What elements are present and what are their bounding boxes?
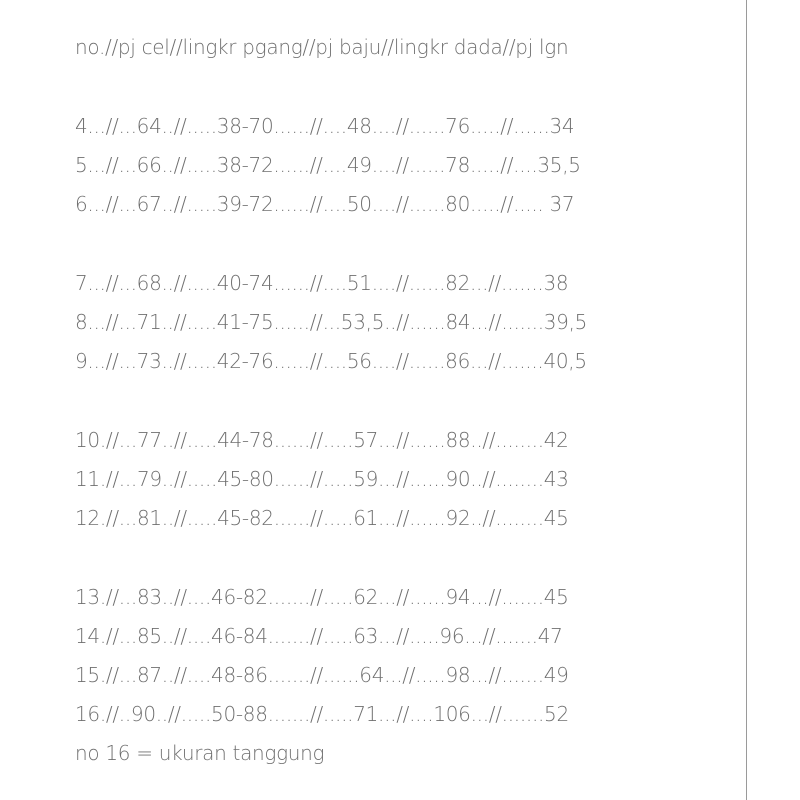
size-row-13: 13.//...83..//....46-82.......//.....62...//......94...//.......45 xyxy=(75,585,569,609)
size-row-16: 16.//..90..//.....50-88.......//.....71...//....106...//.......52 xyxy=(75,702,569,726)
right-edge-divider xyxy=(746,0,747,800)
size-row-8: 8...//...71..//.....41-75......//...53,5..//......84...//.......39,5 xyxy=(75,310,588,334)
column-header-line: no.//pj cel//lingkr pgang//pj baju//lingkr dada//pj lgn xyxy=(75,35,569,59)
size-row-6: 6...//...67..//.....39-72......//....50....//......80.....//..... 37 xyxy=(75,192,575,216)
size-chart-note xyxy=(75,28,735,773)
size-row-11: 11.//...79..//.....45-80......//.....59...//......90..//........43 xyxy=(75,467,569,491)
size-row-14: 14.//...85..//....46-84.......//.....63...//.....96...//.......47 xyxy=(75,624,563,648)
size-row-5: 5...//...66..//.....38-72......//....49....//......78.....//....35,5 xyxy=(75,153,581,177)
size-group-1 xyxy=(75,107,735,224)
size-group-2 xyxy=(75,264,735,381)
footer-note: no 16 = ukuran tanggung xyxy=(75,741,325,765)
size-row-9: 9...//...73..//.....42-76......//....56....//......86...//.......40,5 xyxy=(75,349,587,373)
size-row-10: 10.//...77..//.....44-78......//.....57...//......88..//........42 xyxy=(75,428,569,452)
size-row-15: 15.//...87..//....48-86.......//......64...//.....98...//.......49 xyxy=(75,663,569,687)
size-group-4 xyxy=(75,578,735,773)
size-row-7: 7...//...68..//.....40-74......//....51....//......82...//.......38 xyxy=(75,271,569,295)
size-row-12: 12.//...81..//.....45-82......//.....61...//......92..//........45 xyxy=(75,506,569,530)
size-group-3 xyxy=(75,421,735,538)
size-row-4: 4...//...64..//.....38-70......//....48....//......76.....//......34 xyxy=(75,114,575,138)
